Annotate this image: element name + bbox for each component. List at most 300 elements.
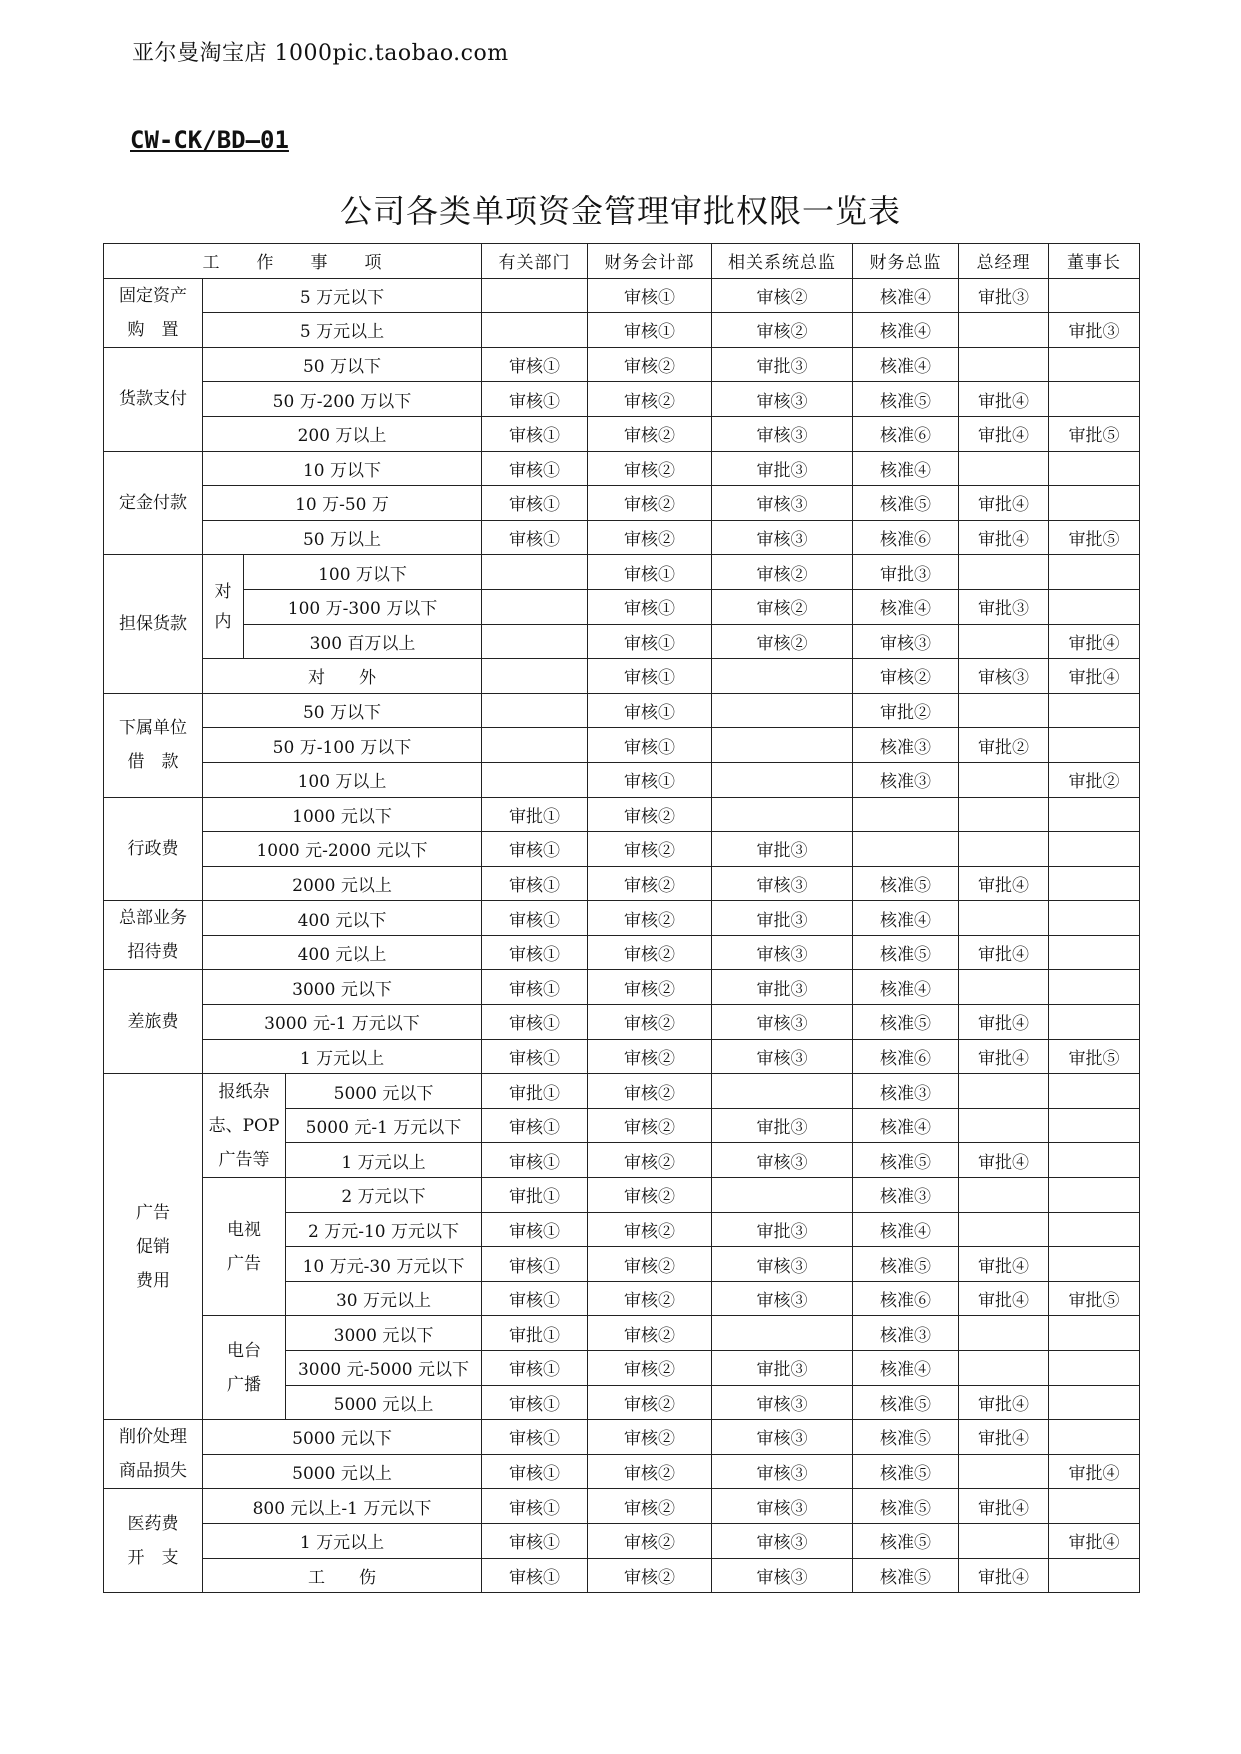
gm-cell: [959, 347, 1049, 382]
chair-cell: [1049, 589, 1140, 624]
table-row: [104, 555, 1140, 590]
range-cell: 5000 元以上: [286, 1385, 482, 1420]
chair-cell: [1049, 1108, 1140, 1143]
cfo-cell: 核准④: [853, 901, 959, 936]
range-cell: 3000 元-5000 元以下: [286, 1351, 482, 1386]
table-row: [104, 762, 1140, 797]
chair-cell: 审批②: [1049, 762, 1140, 797]
range-cell: 1 万元以上: [203, 1523, 482, 1558]
range-cell: 对 外: [203, 659, 482, 694]
sys-cell: 审核③: [712, 1247, 853, 1282]
dept-cell: 审核①: [482, 1385, 588, 1420]
cfo-cell: [853, 797, 959, 832]
category-label: 下属单位: [119, 718, 187, 739]
table-row: [104, 866, 1140, 901]
chair-cell: [1049, 797, 1140, 832]
gm-cell: 审批④: [959, 1558, 1049, 1593]
acct-cell: 审核①: [588, 589, 712, 624]
gm-cell: [959, 970, 1049, 1005]
acct-cell: 审核①: [588, 555, 712, 590]
chair-cell: [1049, 970, 1140, 1005]
sys-cell: 审批③: [712, 1351, 853, 1386]
range-cell: 10 万元-30 万元以下: [286, 1247, 482, 1282]
category-cell: 差旅费: [104, 970, 203, 1074]
range-cell: 2000 元以上: [203, 866, 482, 901]
acct-cell: 审核②: [588, 1316, 712, 1351]
gm-cell: [959, 555, 1049, 590]
cfo-cell: 核准⑤: [853, 1005, 959, 1040]
acct-cell: 审核①: [588, 762, 712, 797]
dept-cell: 审核①: [482, 416, 588, 451]
subcategory-cell: [203, 555, 244, 659]
acct-cell: 审核②: [588, 901, 712, 936]
acct-cell: 审核②: [588, 1108, 712, 1143]
sys-cell: 审核②: [712, 589, 853, 624]
cfo-cell: 核准④: [853, 451, 959, 486]
acct-cell: 审核②: [588, 1039, 712, 1074]
chair-cell: [1049, 728, 1140, 763]
gm-cell: [959, 1523, 1049, 1558]
chair-cell: [1049, 1178, 1140, 1213]
range-cell: 50 万以下: [203, 347, 482, 382]
acct-cell: 审核②: [588, 1212, 712, 1247]
gm-cell: 审批④: [959, 935, 1049, 970]
document-code: CW-CK/BD—01: [130, 126, 289, 154]
header-chairman: 董事长: [1049, 244, 1140, 279]
table-row: [104, 1523, 1140, 1558]
acct-cell: 审核①: [588, 624, 712, 659]
sys-cell: 审批③: [712, 970, 853, 1005]
gm-cell: 审批④: [959, 1247, 1049, 1282]
range-cell: 50 万以上: [203, 520, 482, 555]
page-title: 公司各类单项资金管理审批权限一览表: [339, 192, 901, 230]
cfo-cell: [853, 832, 959, 867]
dept-cell: 审核①: [482, 970, 588, 1005]
table-row: [104, 1489, 1140, 1524]
header-cfo: 财务总监: [853, 244, 959, 279]
cfo-cell: 核准③: [853, 1178, 959, 1213]
chair-cell: 审批⑤: [1049, 520, 1140, 555]
sys-cell: 审批③: [712, 1212, 853, 1247]
category-label: 削价处理: [119, 1427, 187, 1448]
dept-cell: 审核①: [482, 1247, 588, 1282]
table-row: [104, 1074, 1140, 1109]
gm-cell: [959, 1178, 1049, 1213]
acct-cell: 审核②: [588, 1420, 712, 1455]
chair-cell: [1049, 1385, 1140, 1420]
chair-cell: 审批⑤: [1049, 1281, 1140, 1316]
dept-cell: [482, 624, 588, 659]
acct-cell: 审核②: [588, 347, 712, 382]
chair-cell: [1049, 1005, 1140, 1040]
table-row: [104, 416, 1140, 451]
category-label: 开 支: [127, 1547, 179, 1568]
dept-cell: [482, 762, 588, 797]
acct-cell: 审核②: [588, 1281, 712, 1316]
acct-cell: 审核②: [588, 1074, 712, 1109]
range-cell: 50 万以下: [203, 693, 482, 728]
range-cell: 3000 元以下: [286, 1316, 482, 1351]
range-cell: 5000 元-1 万元以下: [286, 1108, 482, 1143]
sys-cell: 审核③: [712, 1523, 853, 1558]
dept-cell: 审核①: [482, 1523, 588, 1558]
category-label: 总部业务: [119, 908, 187, 929]
sys-cell: [712, 1178, 853, 1213]
range-cell: 5000 元以上: [203, 1454, 482, 1489]
category-label: 医药费: [127, 1513, 179, 1534]
sys-cell: 审核②: [712, 313, 853, 348]
acct-cell: 审核②: [588, 1489, 712, 1524]
category-label: 广告: [136, 1202, 170, 1223]
chair-cell: [1049, 486, 1140, 521]
acct-cell: 审核①: [588, 693, 712, 728]
dept-cell: [482, 555, 588, 590]
cfo-cell: 核准④: [853, 313, 959, 348]
gm-cell: 审批③: [959, 278, 1049, 313]
range-cell: 2 万元以下: [286, 1178, 482, 1213]
subcategory-label: 广播: [227, 1374, 261, 1395]
table-row: [104, 451, 1140, 486]
subcategory-label: 对: [214, 581, 232, 602]
range-cell: 300 百万以上: [244, 624, 482, 659]
gm-cell: [959, 901, 1049, 936]
sys-cell: 审核③: [712, 382, 853, 417]
cfo-cell: 核准④: [853, 1212, 959, 1247]
category-cell: 定金付款: [104, 451, 203, 555]
range-cell: 5 万元以上: [203, 313, 482, 348]
acct-cell: 审核②: [588, 1143, 712, 1178]
gm-cell: 审批④: [959, 1385, 1049, 1420]
sys-cell: 审核③: [712, 1039, 853, 1074]
chair-cell: 审批③: [1049, 313, 1140, 348]
dept-cell: 审核①: [482, 451, 588, 486]
dept-cell: 审批①: [482, 1074, 588, 1109]
acct-cell: 审核①: [588, 728, 712, 763]
acct-cell: 审核②: [588, 1523, 712, 1558]
acct-cell: 审核②: [588, 797, 712, 832]
category-label: 商品损失: [119, 1461, 187, 1482]
dept-cell: 审核①: [482, 1143, 588, 1178]
gm-cell: [959, 313, 1049, 348]
table-row: [104, 313, 1140, 348]
cfo-cell: 核准⑤: [853, 1454, 959, 1489]
sys-cell: 审批③: [712, 901, 853, 936]
sys-cell: 审核③: [712, 416, 853, 451]
category-cell: [104, 1420, 203, 1489]
gm-cell: 审批④: [959, 1143, 1049, 1178]
table-row: [104, 728, 1140, 763]
range-cell: 100 万以上: [203, 762, 482, 797]
category-label: 招待费: [127, 942, 179, 963]
gm-cell: 审核③: [959, 659, 1049, 694]
cfo-cell: 核准⑤: [853, 1558, 959, 1593]
cfo-cell: 核准⑤: [853, 1143, 959, 1178]
range-cell: 800 元以上-1 万元以下: [203, 1489, 482, 1524]
table-row: [104, 589, 1140, 624]
cfo-cell: 核准⑤: [853, 935, 959, 970]
store-header: 亚尔曼淘宝店 1000pic.taobao.com: [132, 41, 509, 66]
acct-cell: 审核②: [588, 866, 712, 901]
sys-cell: 审核②: [712, 278, 853, 313]
acct-cell: 审核②: [588, 382, 712, 417]
chair-cell: [1049, 1316, 1140, 1351]
sys-cell: [712, 1074, 853, 1109]
dept-cell: [482, 659, 588, 694]
dept-cell: 审核①: [482, 382, 588, 417]
acct-cell: 审核②: [588, 1178, 712, 1213]
cfo-cell: 核准⑤: [853, 486, 959, 521]
dept-cell: [482, 278, 588, 313]
gm-cell: [959, 762, 1049, 797]
category-cell: [104, 901, 203, 970]
chair-cell: 审批⑤: [1049, 1039, 1140, 1074]
cfo-cell: 核准⑤: [853, 1523, 959, 1558]
range-cell: 3000 元以下: [203, 970, 482, 1005]
table-row: [104, 1420, 1140, 1455]
cfo-cell: 核准⑥: [853, 1039, 959, 1074]
sys-cell: [712, 659, 853, 694]
range-cell: 工 伤: [203, 1558, 482, 1593]
dept-cell: [482, 728, 588, 763]
acct-cell: 审核①: [588, 278, 712, 313]
table-row: [104, 1005, 1140, 1040]
chair-cell: 审批⑤: [1049, 416, 1140, 451]
table-row: [104, 347, 1140, 382]
table-row: [104, 901, 1140, 936]
chair-cell: [1049, 347, 1140, 382]
gm-cell: 审批②: [959, 728, 1049, 763]
range-cell: 400 元以上: [203, 935, 482, 970]
dept-cell: 审核①: [482, 1108, 588, 1143]
gm-cell: [959, 832, 1049, 867]
cfo-cell: 审批②: [853, 693, 959, 728]
subcategory-cell: [203, 1316, 286, 1420]
table-row: [104, 1558, 1140, 1593]
dept-cell: 审核①: [482, 901, 588, 936]
dept-cell: 审批①: [482, 1178, 588, 1213]
table-row: [104, 278, 1140, 313]
category-cell: 货款支付: [104, 347, 203, 451]
dept-cell: [482, 693, 588, 728]
category-cell: [104, 1074, 203, 1420]
sys-cell: 审核③: [712, 1454, 853, 1489]
subcategory-label: 广告等: [218, 1149, 270, 1170]
gm-cell: [959, 1454, 1049, 1489]
acct-cell: 审核①: [588, 659, 712, 694]
sys-cell: 审核③: [712, 1420, 853, 1455]
category-cell: 担保货款: [104, 555, 203, 693]
category-label: 费用: [136, 1270, 170, 1291]
dept-cell: 审核①: [482, 1454, 588, 1489]
chair-cell: 审批④: [1049, 624, 1140, 659]
range-cell: 5 万元以下: [203, 278, 482, 313]
category-label: 借 款: [127, 752, 179, 773]
acct-cell: 审核①: [588, 313, 712, 348]
range-cell: 200 万以上: [203, 416, 482, 451]
subcategory-label: 报纸杂: [218, 1081, 270, 1102]
cfo-cell: 核准③: [853, 728, 959, 763]
sys-cell: [712, 797, 853, 832]
sys-cell: 审核③: [712, 1385, 853, 1420]
gm-cell: 审批④: [959, 1489, 1049, 1524]
sys-cell: 审核③: [712, 520, 853, 555]
table-row: [104, 1454, 1140, 1489]
range-cell: 5000 元以下: [203, 1420, 482, 1455]
subcategory-label: 电台: [227, 1340, 261, 1361]
category-label: 固定资产: [119, 285, 187, 306]
gm-cell: [959, 693, 1049, 728]
range-cell: 50 万-200 万以下: [203, 382, 482, 417]
table-row: [104, 520, 1140, 555]
chair-cell: [1049, 278, 1140, 313]
chair-cell: [1049, 693, 1140, 728]
cfo-cell: 核准③: [853, 1074, 959, 1109]
table-row: [104, 797, 1140, 832]
range-cell: 100 万-300 万以下: [244, 589, 482, 624]
dept-cell: 审核①: [482, 1005, 588, 1040]
cfo-cell: 审批③: [853, 555, 959, 590]
dept-cell: 审核①: [482, 520, 588, 555]
cfo-cell: 审核③: [853, 624, 959, 659]
cfo-cell: 核准⑤: [853, 382, 959, 417]
gm-cell: 审批④: [959, 416, 1049, 451]
range-cell: 3000 元-1 万元以下: [203, 1005, 482, 1040]
dept-cell: 审核①: [482, 935, 588, 970]
subcategory-label: 内: [214, 611, 232, 632]
gm-cell: [959, 1108, 1049, 1143]
dept-cell: 审核①: [482, 1039, 588, 1074]
sys-cell: 审核③: [712, 1489, 853, 1524]
gm-cell: [959, 451, 1049, 486]
sys-cell: 审核③: [712, 1558, 853, 1593]
sys-cell: 审批③: [712, 1108, 853, 1143]
chair-cell: [1049, 555, 1140, 590]
acct-cell: 审核②: [588, 1351, 712, 1386]
chair-cell: [1049, 935, 1140, 970]
table-row: [104, 382, 1140, 417]
acct-cell: 审核②: [588, 486, 712, 521]
cfo-cell: 核准④: [853, 347, 959, 382]
approval-table: [103, 243, 1140, 1593]
table-row: [104, 693, 1140, 728]
chair-cell: [1049, 382, 1140, 417]
cfo-cell: 核准③: [853, 762, 959, 797]
gm-cell: 审批④: [959, 1005, 1049, 1040]
dept-cell: 审核①: [482, 1212, 588, 1247]
sys-cell: [712, 728, 853, 763]
cfo-cell: 核准③: [853, 1316, 959, 1351]
sys-cell: 审批③: [712, 347, 853, 382]
cfo-cell: 核准④: [853, 589, 959, 624]
table-row: [104, 935, 1140, 970]
table-row: [104, 1316, 1140, 1351]
acct-cell: 审核②: [588, 1385, 712, 1420]
gm-cell: [959, 1074, 1049, 1109]
gm-cell: [959, 797, 1049, 832]
sys-cell: 审核③: [712, 486, 853, 521]
dept-cell: 审核①: [482, 486, 588, 521]
sys-cell: [712, 762, 853, 797]
subcategory-label: 志、POP: [208, 1115, 280, 1136]
subcategory-label: 电视: [227, 1219, 261, 1240]
table-row: [104, 486, 1140, 521]
range-cell: 1000 元以下: [203, 797, 482, 832]
header-dept: 有关部门: [482, 244, 588, 279]
subcategory-label: 广告: [227, 1253, 261, 1274]
sys-cell: 审核③: [712, 1143, 853, 1178]
range-cell: 30 万元以上: [286, 1281, 482, 1316]
chair-cell: [1049, 901, 1140, 936]
cfo-cell: 核准④: [853, 278, 959, 313]
gm-cell: 审批④: [959, 1281, 1049, 1316]
table-row: [104, 624, 1140, 659]
cfo-cell: 核准⑥: [853, 520, 959, 555]
cfo-cell: 核准⑤: [853, 1247, 959, 1282]
chair-cell: 审批④: [1049, 1454, 1140, 1489]
category-cell: [104, 278, 203, 347]
range-cell: 100 万以下: [244, 555, 482, 590]
chair-cell: [1049, 1074, 1140, 1109]
chair-cell: [1049, 1247, 1140, 1282]
dept-cell: 审核①: [482, 1281, 588, 1316]
gm-cell: [959, 1351, 1049, 1386]
range-cell: 1000 元-2000 元以下: [203, 832, 482, 867]
subcategory-cell: [203, 1178, 286, 1316]
acct-cell: 审核②: [588, 416, 712, 451]
dept-cell: 审核①: [482, 832, 588, 867]
gm-cell: 审批④: [959, 1039, 1049, 1074]
sys-cell: 审核③: [712, 866, 853, 901]
cfo-cell: 核准⑤: [853, 1489, 959, 1524]
sys-cell: [712, 1316, 853, 1351]
chair-cell: [1049, 1143, 1140, 1178]
category-cell: 行政费: [104, 797, 203, 901]
header-gm: 总经理: [959, 244, 1049, 279]
acct-cell: 审核②: [588, 520, 712, 555]
dept-cell: 审核①: [482, 866, 588, 901]
chair-cell: 审批④: [1049, 659, 1140, 694]
header-system-director: 相关系统总监: [712, 244, 853, 279]
cfo-cell: 审核②: [853, 659, 959, 694]
subcategory-cell: [203, 1074, 286, 1178]
cfo-cell: 核准⑤: [853, 1420, 959, 1455]
category-label: 促销: [136, 1236, 170, 1257]
table-row: [104, 659, 1140, 694]
cfo-cell: 核准④: [853, 1108, 959, 1143]
gm-cell: 审批④: [959, 382, 1049, 417]
cfo-cell: 核准⑤: [853, 1385, 959, 1420]
dept-cell: 审批①: [482, 797, 588, 832]
chair-cell: 审批④: [1049, 1523, 1140, 1558]
cfo-cell: 核准⑥: [853, 416, 959, 451]
category-cell: [104, 1489, 203, 1593]
dept-cell: 审核①: [482, 347, 588, 382]
header-accounting: 财务会计部: [588, 244, 712, 279]
acct-cell: 审核②: [588, 935, 712, 970]
acct-cell: 审核②: [588, 1454, 712, 1489]
table-row: [104, 1178, 1140, 1213]
range-cell: 50 万-100 万以下: [203, 728, 482, 763]
chair-cell: [1049, 1558, 1140, 1593]
range-cell: 2 万元-10 万元以下: [286, 1212, 482, 1247]
dept-cell: 审核①: [482, 1420, 588, 1455]
chair-cell: [1049, 832, 1140, 867]
gm-cell: [959, 1212, 1049, 1247]
cfo-cell: 核准⑤: [853, 866, 959, 901]
chair-cell: [1049, 866, 1140, 901]
gm-cell: 审批④: [959, 866, 1049, 901]
sys-cell: 审核③: [712, 935, 853, 970]
